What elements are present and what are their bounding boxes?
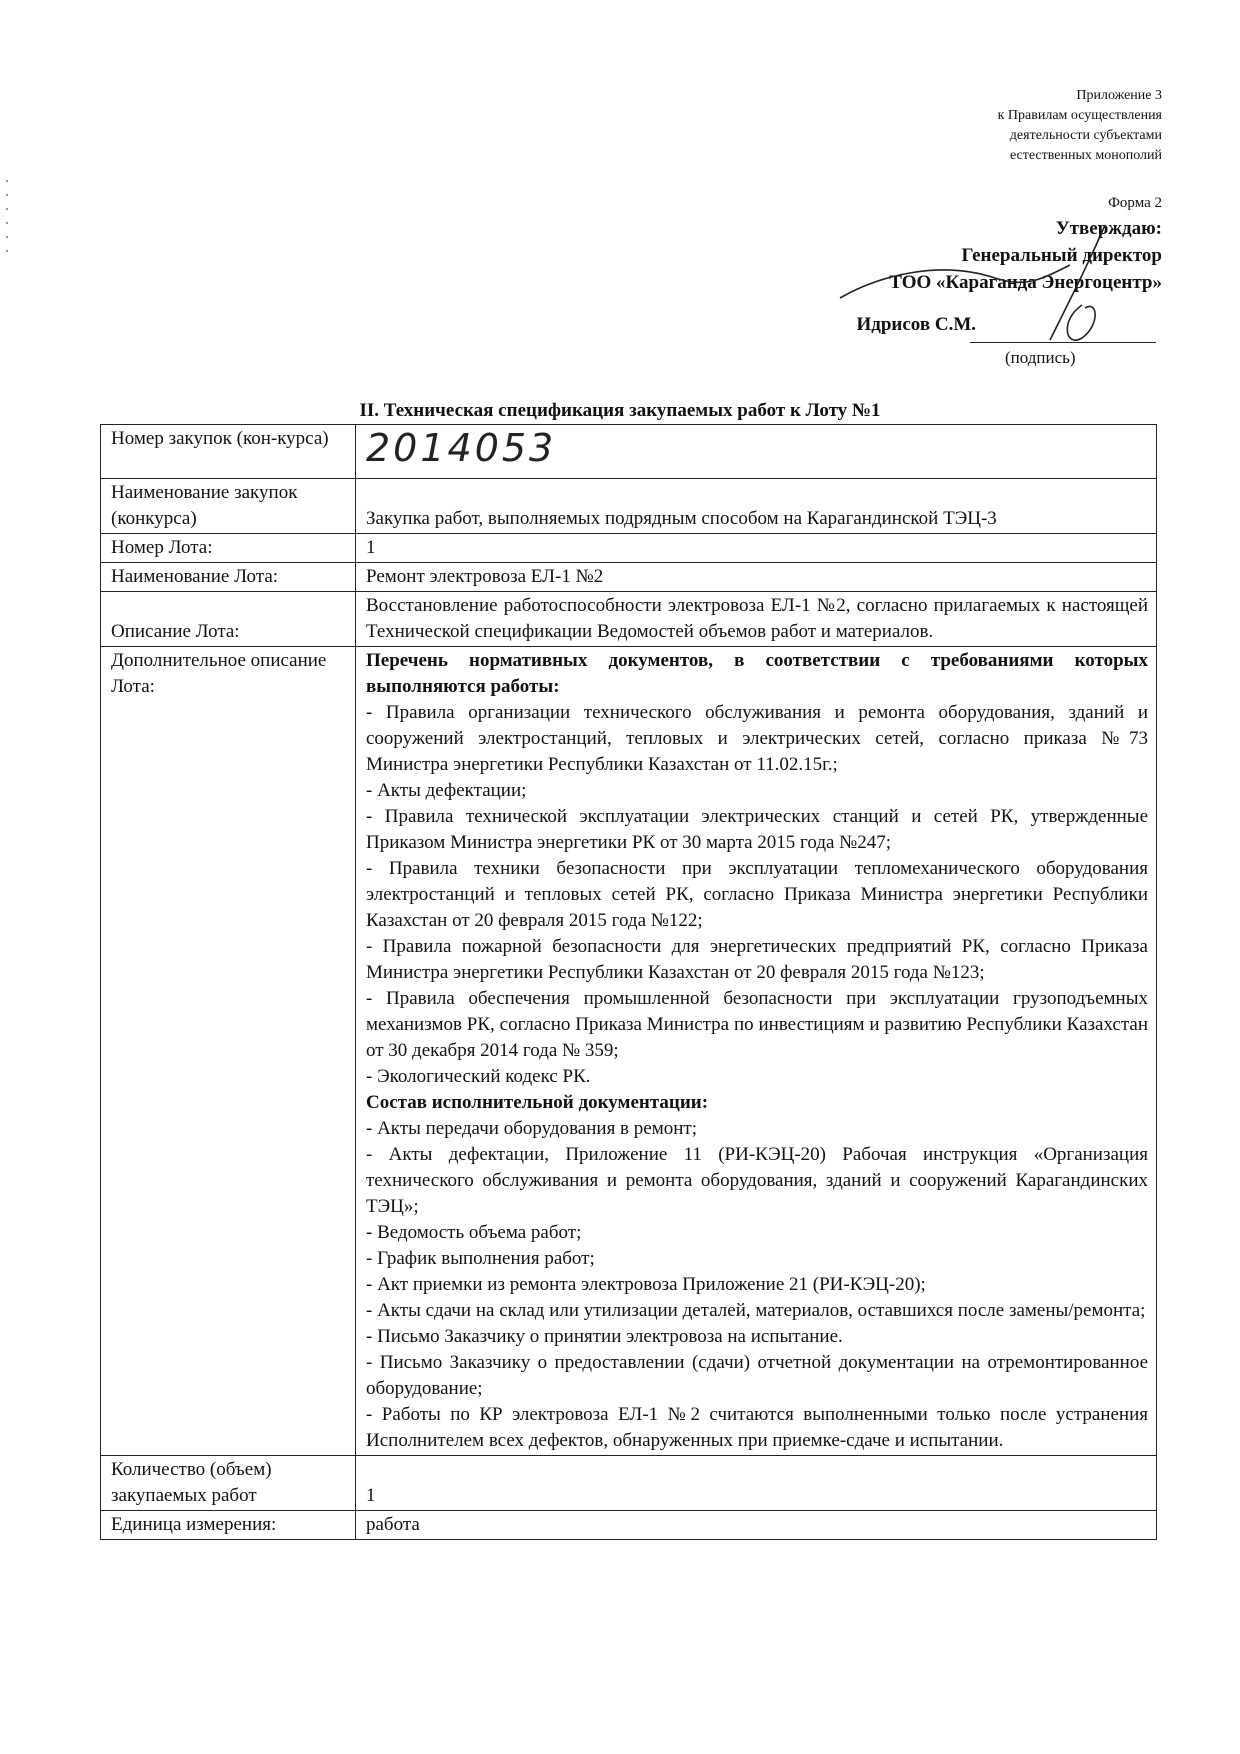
table-row <box>101 479 1157 534</box>
section-heading: Состав исполнительной документации: <box>366 1092 709 1113</box>
approve-label: Утверждаю: <box>1055 218 1162 239</box>
list-item: - Правила пожарной безопасности для энергетических предприятий РК, согласно Приказа Министра энергетики Республики Казахстан от 20 февраля 2015 года №123; <box>366 936 1148 983</box>
table-row <box>101 592 1157 647</box>
list-item: - Акты дефектации, Приложение 11 (РИ-КЭЦ-20) Рабочая инструкция «Организация технического обслуживания и ремонта оборудования, зданий и сооружений Карагандинских ТЭЦ»; <box>366 1144 1148 1217</box>
list-item: - Письмо Заказчику о предоставлении (сдачи) отчетной документации на отремонтированное оборудование; <box>366 1352 1148 1399</box>
quantity-value: 1 <box>356 1456 1157 1511</box>
signature-caption: (подпись) <box>1005 348 1076 367</box>
procurement-number-label: Номер закупок (кон-курса) <box>101 425 356 479</box>
list-item: - Правила обеспечения промышленной безопасности при эксплуатации грузоподъемных механизмов РК, согласно Приказа Министра по инвестициям и развитию Республики Казахстан от 30 декабря 2014 года № 359; <box>366 988 1148 1061</box>
unit-label: Единица измерения: <box>101 1511 356 1540</box>
approve-position: Генеральный директор <box>961 245 1162 266</box>
quantity-label: Количество (объем) закупаемых работ <box>101 1456 356 1511</box>
list-item: - Акт приемки из ремонта электровоза Приложение 21 (РИ-КЭЦ-20); <box>366 1274 926 1295</box>
list-item: - Акты сдачи на склад или утилизации деталей, материалов, оставшихся после замены/ремонта; <box>366 1300 1146 1321</box>
table-row <box>101 1456 1157 1511</box>
form-number: Форма 2 <box>1108 195 1162 211</box>
appendix-line: естественных монополий <box>1009 148 1162 163</box>
list-item: - Правила организации технического обслуживания и ремонта оборудования, зданий и сооружений электростанций, тепловых и электрических сетей, согласно приказа №73 Министра энергетики Республики Казахстан от 11.02.15г.; <box>366 702 1148 775</box>
lot-description-value: Восстановление работоспособности электровоза ЕЛ-1 №2, согласно прилагаемых к настоящей Технической спецификации Ведомостей объемов работ и материалов. <box>356 592 1157 647</box>
procurement-name-label: Наименование закупок (конкурса) <box>101 479 356 534</box>
lot-number-label: Номер Лота: <box>101 534 356 563</box>
signature-line <box>970 342 1156 343</box>
section-title: II. Техническая спецификация закупаемых работ к Лоту №1 <box>359 400 881 421</box>
appendix-line: к Правилам осуществления <box>997 108 1162 123</box>
lot-name-label: Наименование Лота: <box>101 563 356 592</box>
procurement-name-value: Закупка работ, выполняемых подрядным способом на Карагандинской ТЭЦ-3 <box>356 479 1157 534</box>
list-item: - График выполнения работ; <box>366 1248 595 1269</box>
list-item: - Ведомость объема работ; <box>366 1222 582 1243</box>
approve-company: ТОО «Караганда Энергоцентр» <box>889 272 1162 293</box>
scan-margin-marks <box>6 170 12 252</box>
procurement-number-value <box>356 425 1157 479</box>
lot-name-value: Ремонт электровоза ЕЛ-1 №2 <box>356 563 1157 592</box>
list-item: - Правила техники безопасности при эксплуатации тепломеханического оборудования электростанций и тепловых сетей РК, согласно Приказа Министра энергетики Республики Казахстан от 20 февраля 2015 года №122; <box>366 858 1148 931</box>
section-heading: Перечень нормативных документов, в соответствии с требованиями которых выполняются работы: <box>366 650 1148 697</box>
additional-description-label: Дополнительное описание Лота: <box>101 647 356 1456</box>
procurement-number-handwritten: 2014053 <box>366 425 557 470</box>
list-item: - Экологический кодекс РК. <box>366 1066 591 1087</box>
table-row <box>101 647 1157 1456</box>
appendix-header <box>998 86 1162 166</box>
list-item: - Акты передачи оборудования в ремонт; <box>366 1118 697 1139</box>
appendix-line: Приложение 3 <box>1076 88 1162 103</box>
lot-number-value: 1 <box>356 534 1157 563</box>
appendix-line: деятельности субъектами <box>1009 128 1162 143</box>
list-item: - Работы по КР электровоза ЕЛ-1 №2 считаются выполненными только после устранения Исполнителем всех дефектов, обнаруженных при приемке-сдаче и испытании. <box>366 1404 1148 1451</box>
list-item: - Правила технической эксплуатации электрических станций и сетей РК, утвержденные Приказом Министра энергетики РК от 30 марта 2015 года №247; <box>366 806 1148 853</box>
table-row <box>101 563 1157 592</box>
additional-description-value <box>356 647 1157 1456</box>
list-item: - Письмо Заказчику о принятии электровоза на испытание. <box>366 1326 843 1347</box>
table-row <box>101 425 1157 479</box>
table-row <box>101 534 1157 563</box>
table-row <box>101 1511 1157 1540</box>
handwritten-signature <box>820 220 1150 350</box>
lot-description-label: Описание Лота: <box>101 592 356 647</box>
specification-table <box>100 424 1157 1540</box>
list-item: - Акты дефектации; <box>366 780 527 801</box>
approve-signer: Идрисов С.М. <box>856 314 976 335</box>
unit-value: работа <box>356 1511 1157 1540</box>
